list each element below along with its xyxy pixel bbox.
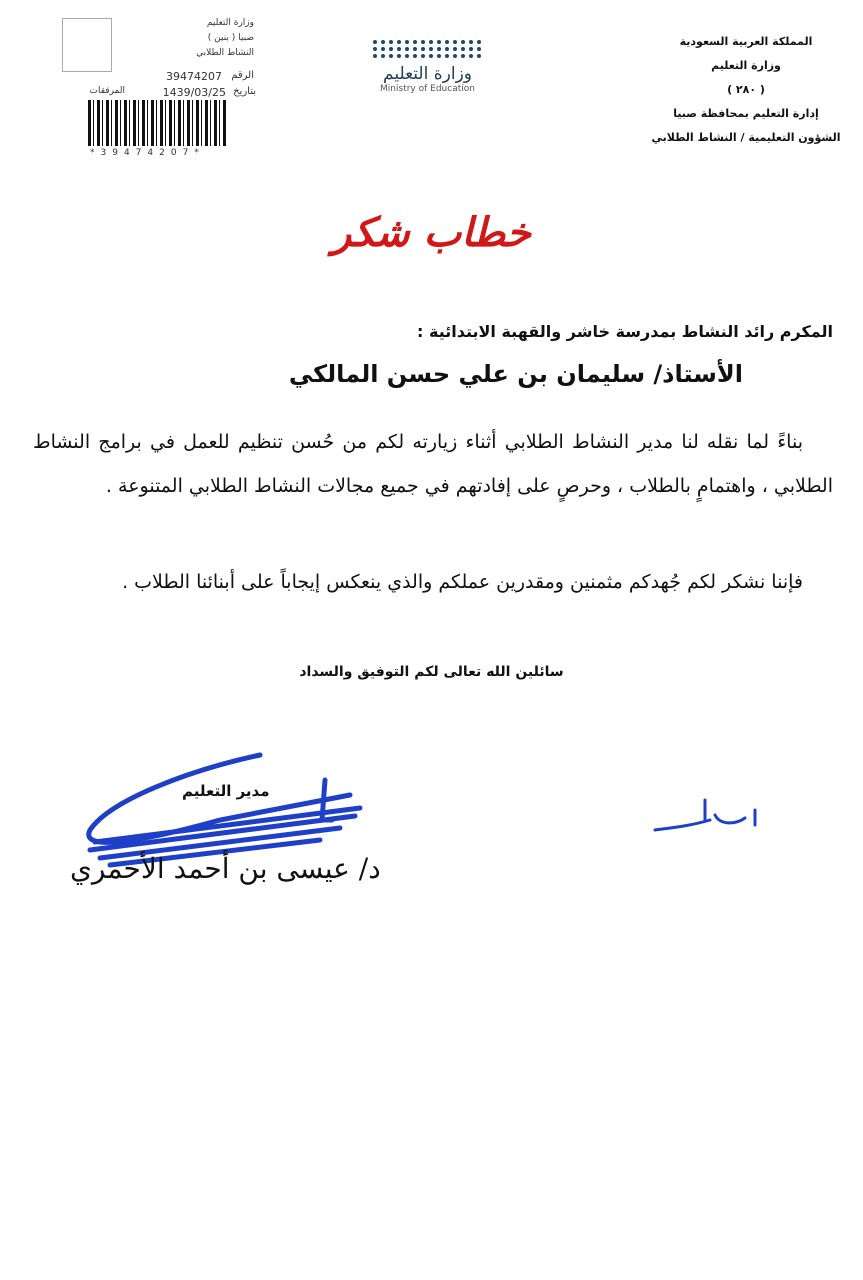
attachments-label: المرفقات <box>89 86 125 96</box>
country-name: المملكة العربية السعودية <box>679 35 813 48</box>
stamp-box <box>62 18 112 72</box>
ministry-logo <box>370 40 485 94</box>
signatory-name: د/ عيسى بن أحمد الأحمري <box>70 852 381 885</box>
ministry-name: وزارة التعليم <box>711 59 781 72</box>
logo-arabic-text: وزارة التعليم <box>383 64 472 84</box>
stamp-line: وزارة التعليم <box>206 18 254 28</box>
paragraph: فإننا نشكر لكم جُهدكم مثمنين ومقدرين عملكم والذي ينعكس إيجاباً على أبنائنا الطلاب . <box>122 571 803 593</box>
logo-dots-icon <box>370 40 485 58</box>
recipient-name: الأستاذ/ سليمان بن علي حسن المالكي <box>288 360 743 388</box>
letter-title: خطاب شكر <box>332 210 531 256</box>
closing-line: سائلين الله تعالى لكم التوفيق والسداد <box>299 664 564 680</box>
barcode-number: *39474207* <box>90 148 205 158</box>
stamp-line: صبيا ( بنين ) <box>207 33 254 43</box>
department-name: إدارة التعليم بمحافظة صبيا <box>673 107 819 120</box>
signature-title: مدير التعليم <box>182 782 270 800</box>
ministry-header <box>651 30 841 150</box>
date-label: بتاريخ <box>233 86 256 97</box>
stamp-line: النشاط الطلابي <box>196 48 254 58</box>
reference-stamp <box>60 14 260 164</box>
addressee: المكرم رائد النشاط بمدرسة خاشر والقهبة الابتدائية : <box>417 322 833 341</box>
section-name: الشؤون التعليمية / النشاط الطلابي <box>651 131 841 144</box>
paragraph: بناءً لما نقله لنا مدير النشاط الطلابي أثناء زيارته لكم من حُسن تنظيم للعمل في برامج النشاط الطلابي ، واهتمامٍ بالطلاب ، وحرصٍ على إفادتهم في جميع مجالات النشاط الطلابي المتنوعة . <box>33 431 833 497</box>
ministry-code: ( ٢٨٠ ) <box>727 83 765 96</box>
reference-date: 1439/03/25 <box>162 86 226 99</box>
number-label: الرقم <box>231 70 254 81</box>
logo-english-text: Ministry of Education <box>380 84 475 94</box>
reference-number: 39474207 <box>166 70 222 83</box>
initials-signature <box>650 790 760 840</box>
barcode <box>88 100 226 146</box>
